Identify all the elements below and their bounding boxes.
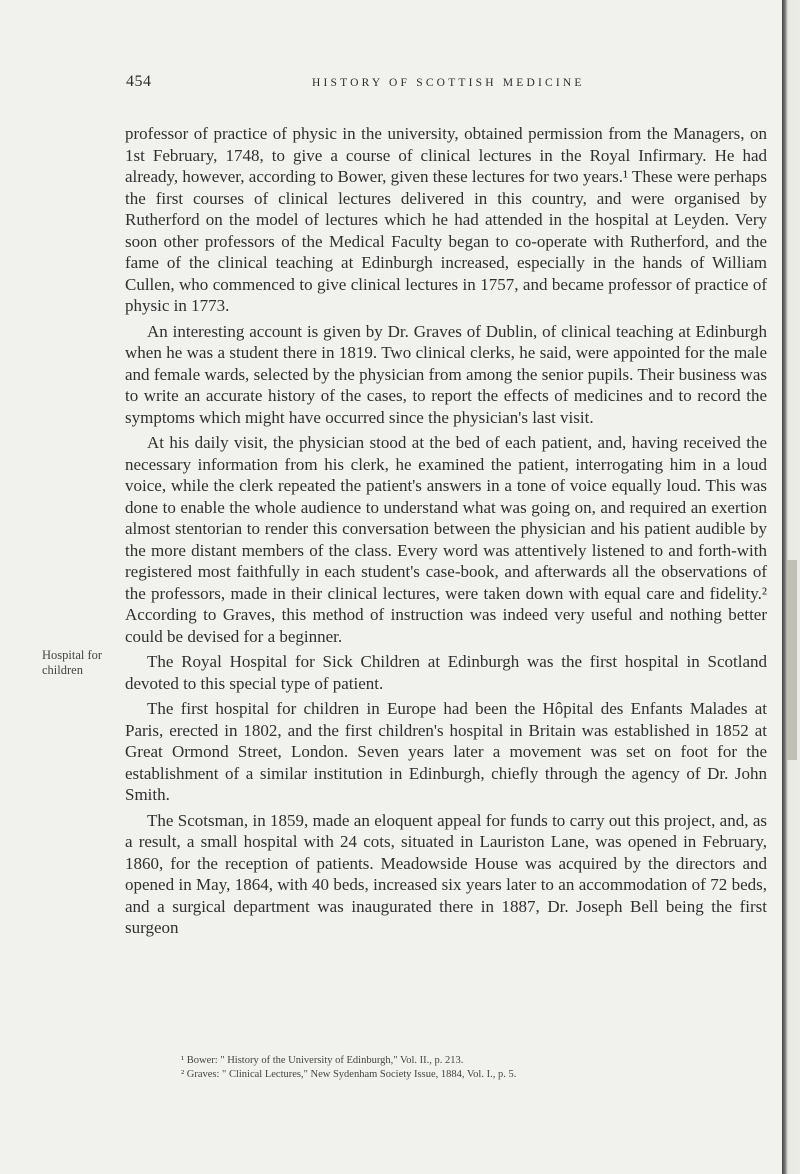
paragraph: At his daily visit, the physician stood at the bed of each patient, and, having received the necessary information from his clerk, he examined the patient, interrogating him in a loud voice, while the clerk repeated the patient's answers in a tone of voice equally loud. This was done to enable the whole audience to understand what was going on, and required an exertion almost stentorian to render this conversation between the physician and his patient audible by the more distant members of the class. Every word was attentively listened to and forth-with registered most faithfully in each student's case-book, and afterwards all the observations of the professors, made in their clinical lectures, were taken down with equal care and fidelity.² According to Graves, this method of instruction was indeed very useful and nothing better could be devised for a beginner. <box>125 433 767 646</box>
page-number: 454 <box>126 73 152 90</box>
paragraph: professor of practice of physic in the university, obtained permission from the Managers, on 1st February, 1748, to give a course of clinical lectures in the Royal Infirmary. He had already, however, according to Bower, given these lectures for two years.¹ These were perhaps the first courses of clinical lectures delivered in this country, and were organised by Rutherford on the model of lectures which he had attended in the hospital at Leyden. Very soon other professors of the Medical Faculty began to co-operate with Rutherford, and the fame of the clinical teaching at Edinburgh increased, especially in the hands of William Cullen, who commenced to give clinical lectures in 1757, and became professor of practice of physic in 1773. <box>125 124 767 315</box>
page-edge-shadow <box>787 560 797 760</box>
paragraph: The Scotsman, in 1859, made an eloquent appeal for funds to carry out this project, and, as a result, a small hospital with 24 cots, situated in Lauriston Lane, was opened in February, 1860, for the reception of patients. Meadowside House was acquired by the directors and opened in May, 1864, with 40 beds, increased six years later to an accommodation of 72 beds, and a surgical department was inaugurated there in 1887, Dr. Joseph Bell being the first surgeon <box>125 810 767 937</box>
footnote: ² Graves: " Clinical Lectures," New Sydenham Society Issue, 1884, Vol. I., p. 5. <box>181 1069 517 1080</box>
paragraph: The Royal Hospital for Sick Children at Edinburgh was the first hospital in Scotland devoted to this special type of patient. <box>125 652 767 693</box>
body-text <box>125 123 767 939</box>
running-title: HISTORY OF SCOTTISH MEDICINE <box>312 77 585 89</box>
footnotes <box>181 1054 741 1082</box>
paragraph: The first hospital for children in Europe had been the Hôpital des Enfants Malades at Paris, erected in 1802, and the first children's hospital in Britain was established in 1852 at Great Ormond Street, London. Seven years later a movement was set on foot for the establishment of a similar institution in Edinburgh, chiefly through the agency of Dr. John Smith. <box>125 699 767 804</box>
paragraph: An interesting account is given by Dr. Graves of Dublin, of clinical teaching at Edinburgh when he was a student there in 1819. Two clinical clerks, he said, were appointed for the male and female wards, selected by the physician from among the senior pupils. Their business was to write an accurate history of the cases, to report the effects of medicines and to record the symptoms which might have occurred since the physician's last visit. <box>125 321 767 427</box>
footnote: ¹ Bower: " History of the University of Edinburgh," Vol. II., p. 213. <box>181 1055 464 1066</box>
margin-note: Hospital for children <box>42 648 103 677</box>
